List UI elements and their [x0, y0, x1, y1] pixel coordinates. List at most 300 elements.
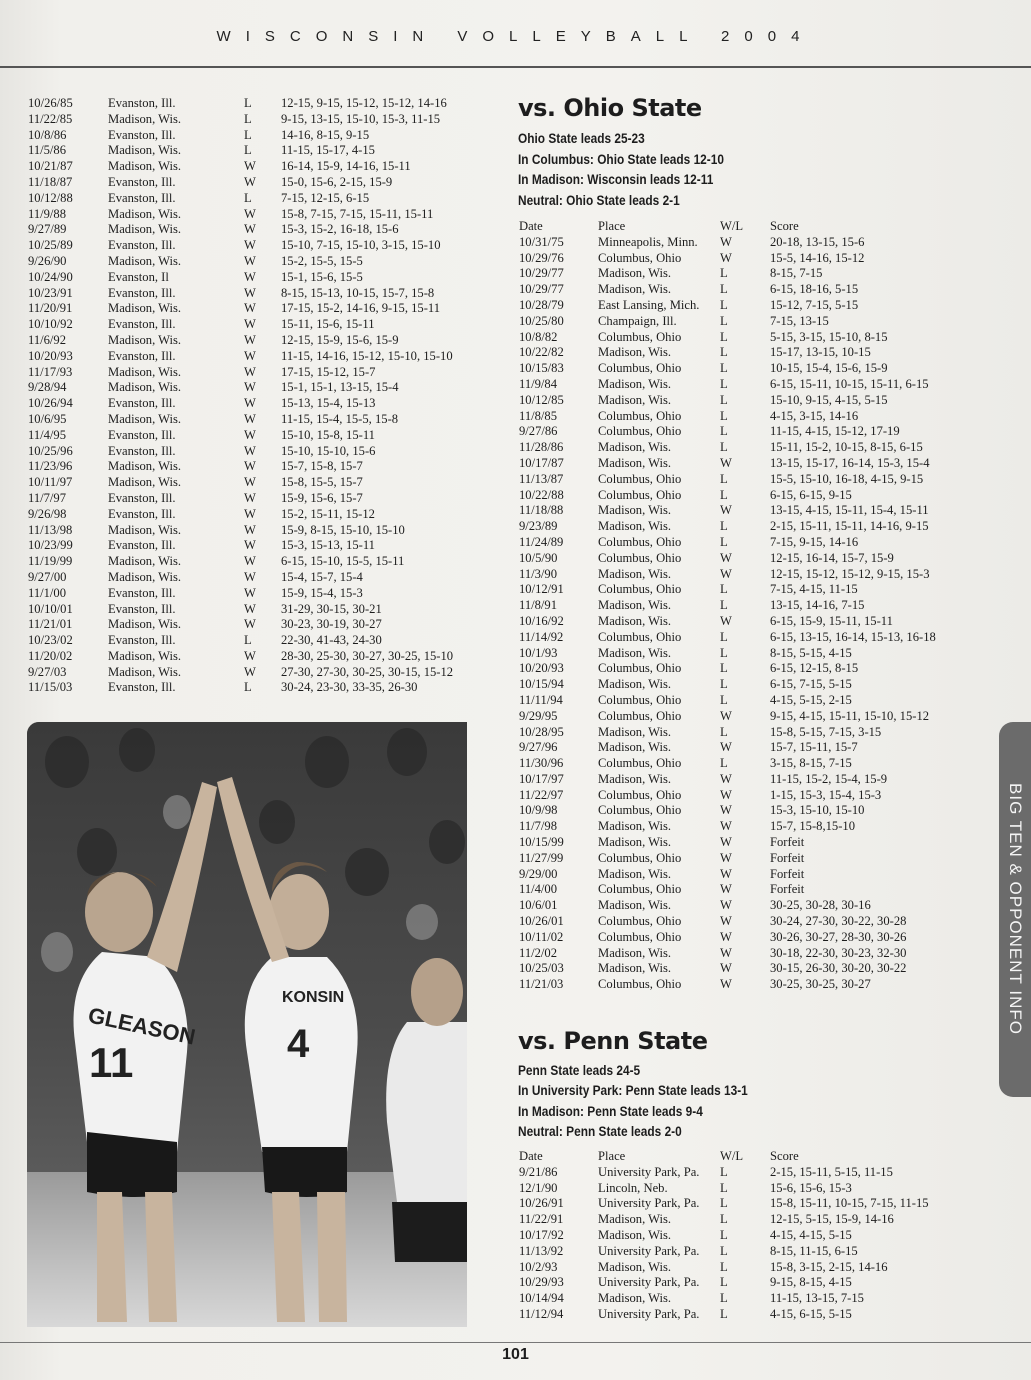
- cell-score: 12-15, 5-15, 15-9, 14-16: [770, 1212, 894, 1227]
- table-row: [28, 96, 483, 112]
- cell-place: Evanston, Ill.: [108, 490, 176, 505]
- cell-place: East Lansing, Mich.: [598, 297, 700, 312]
- cell-score: 6-15, 12-15, 8-15: [770, 661, 859, 676]
- cell-place: Evanston, Ill.: [108, 506, 176, 521]
- table-row: [28, 349, 483, 365]
- table-row: [28, 191, 483, 207]
- cell-wl: L: [244, 111, 252, 126]
- cell-wl: L: [244, 190, 252, 205]
- cell-place: Madison, Wis.: [598, 1259, 672, 1274]
- table-row: [28, 412, 483, 428]
- cell-score: 22-30, 41-43, 24-30: [281, 633, 382, 648]
- cell-date: 10/2/93: [519, 1259, 558, 1274]
- table-row: [28, 428, 483, 444]
- cell-place: Madison, Wis.: [598, 503, 672, 518]
- cell-score: 15-5, 15-10, 16-18, 4-15, 9-15: [770, 471, 924, 486]
- cell-place: Madison, Wis.: [598, 598, 672, 613]
- cell-date: 10/5/90: [519, 550, 558, 565]
- cell-date: 9/26/98: [28, 506, 67, 521]
- cell-score: 15-3, 15-13, 15-11: [281, 538, 375, 553]
- cell-score: 15-8, 3-15, 2-15, 14-16: [770, 1259, 888, 1274]
- cell-place: Madison, Wis.: [598, 440, 672, 455]
- cell-score: 15-9, 8-15, 15-10, 15-10: [281, 522, 405, 537]
- cell-wl: W: [244, 253, 256, 268]
- cell-date: 10/15/83: [519, 361, 564, 376]
- table-row: [28, 333, 483, 349]
- cell-place: Madison, Wis.: [108, 554, 182, 569]
- cell-score: 15-7, 15-11, 15-7: [770, 740, 858, 755]
- cell-wl: W: [720, 503, 732, 518]
- cell-score: 9-15, 8-15, 4-15: [770, 1275, 852, 1290]
- cell-date: 10/8/82: [519, 329, 558, 344]
- col-header-wl: W/L: [720, 219, 744, 233]
- penn-state-results-table: [519, 1149, 975, 1323]
- team-photo: [27, 722, 467, 1327]
- ohio-state-results-table: [519, 219, 975, 993]
- cell-wl: L: [720, 471, 728, 486]
- cell-score: 8-15, 11-15, 6-15: [770, 1243, 858, 1258]
- cell-place: Madison, Wis.: [598, 771, 672, 786]
- table-row: [519, 930, 975, 946]
- cell-wl: W: [244, 269, 256, 284]
- cell-date: 11/15/03: [28, 680, 73, 695]
- col-header-place: Place: [598, 219, 626, 233]
- table-row: [519, 1228, 975, 1244]
- cell-date: 10/23/02: [28, 633, 73, 648]
- cell-score: 15-8, 5-15, 7-15, 3-15: [770, 724, 882, 739]
- penn-lead-university-park: In University Park: Penn State leads 13-1: [518, 1083, 748, 1098]
- cell-date: 10/16/92: [519, 613, 564, 628]
- cell-wl: L: [720, 1196, 728, 1211]
- cell-date: 10/29/77: [519, 266, 564, 281]
- cell-score: 13-15, 4-15, 15-11, 15-4, 15-11: [770, 503, 929, 518]
- penn-table-body: [519, 1165, 975, 1323]
- cell-wl: W: [720, 866, 732, 881]
- cell-place: Madison, Wis.: [598, 1291, 672, 1306]
- cell-date: 10/23/99: [28, 538, 73, 553]
- cell-place: Lincoln, Neb.: [598, 1180, 668, 1195]
- northwestern-results-table: [28, 96, 483, 696]
- cell-date: 11/12/94: [519, 1306, 564, 1321]
- cell-date: 10/25/80: [519, 313, 564, 328]
- cell-date: 10/6/01: [519, 898, 558, 913]
- cell-place: Madison, Wis.: [598, 724, 672, 739]
- cell-score: 15-12, 7-15, 5-15: [770, 297, 859, 312]
- cell-date: 11/2/02: [519, 945, 558, 960]
- cell-score: 17-15, 15-2, 14-16, 9-15, 15-11: [281, 301, 441, 316]
- cell-place: Madison, Wis.: [108, 253, 182, 268]
- table-row: [519, 551, 975, 567]
- cell-score: 6-15, 7-15, 5-15: [770, 677, 852, 692]
- table-row: [519, 977, 975, 993]
- table-row: [519, 567, 975, 583]
- cell-place: Columbus, Ohio: [598, 756, 682, 771]
- cell-place: Evanston, Ill.: [108, 443, 176, 458]
- cell-place: Madison, Wis.: [598, 376, 672, 391]
- celebration-photo-svg: [27, 722, 467, 1327]
- cell-wl: L: [720, 313, 728, 328]
- cell-wl: L: [720, 534, 728, 549]
- cell-place: Madison, Wis.: [108, 143, 182, 158]
- cell-score: 4-15, 3-15, 14-16: [770, 408, 859, 423]
- cell-score: 15-3, 15-2, 16-18, 15-6: [281, 222, 399, 237]
- cell-wl: L: [720, 645, 728, 660]
- cell-date: 10/26/94: [28, 396, 73, 411]
- cell-wl: W: [720, 613, 732, 628]
- jersey-left-number: 11: [89, 1039, 134, 1086]
- table-row: [28, 491, 483, 507]
- cell-wl: L: [720, 376, 728, 391]
- cell-wl: L: [720, 661, 728, 676]
- cell-score: 16-14, 15-9, 14-16, 15-11: [281, 159, 411, 174]
- cell-date: 10/25/03: [519, 961, 564, 976]
- cell-place: Madison, Wis.: [108, 459, 182, 474]
- table-row: [519, 282, 975, 298]
- cell-date: 10/25/89: [28, 238, 73, 253]
- cell-date: 11/13/92: [519, 1243, 564, 1258]
- cell-wl: L: [720, 329, 728, 344]
- cell-score: 6-15, 15-9, 15-11, 15-11: [770, 613, 893, 628]
- cell-wl: W: [244, 664, 256, 679]
- cell-score: 11-15, 15-2, 15-4, 15-9: [770, 771, 888, 786]
- cell-score: 9-15, 13-15, 15-10, 15-3, 11-15: [281, 111, 441, 126]
- cell-place: Evanston, Ill.: [108, 601, 176, 616]
- cell-date: 10/17/87: [519, 455, 564, 470]
- cell-place: Evanston, Ill.: [108, 317, 176, 332]
- cell-score: 9-15, 4-15, 15-11, 15-10, 15-12: [770, 708, 930, 723]
- cell-score: 8-15, 15-13, 10-15, 15-7, 15-8: [281, 285, 435, 300]
- cell-wl: L: [244, 633, 252, 648]
- cell-place: Madison, Wis.: [598, 613, 672, 628]
- cell-place: Columbus, Ohio: [598, 661, 682, 676]
- cell-wl: W: [244, 648, 256, 663]
- ohio-lead-madison: In Madison: Wisconsin leads 12-11: [518, 172, 714, 187]
- cell-date: 10/28/79: [519, 297, 564, 312]
- table-row: [519, 898, 975, 914]
- cell-place: Madison, Wis.: [598, 1227, 672, 1242]
- cell-date: 11/4/95: [28, 427, 67, 442]
- table-row: [28, 665, 483, 681]
- cell-date: 10/8/86: [28, 127, 67, 142]
- cell-date: 11/30/96: [519, 756, 564, 771]
- cell-wl: L: [720, 392, 728, 407]
- cell-place: University Park, Pa.: [598, 1243, 700, 1258]
- cell-date: 11/3/90: [519, 566, 558, 581]
- cell-score: 12-15, 9-15, 15-12, 15-12, 14-16: [281, 96, 447, 110]
- cell-score: 8-15, 5-15, 4-15: [770, 645, 852, 660]
- cell-place: Madison, Wis.: [598, 266, 672, 281]
- ohio-table-body: [519, 235, 975, 993]
- cell-place: Evanston, Ill.: [108, 396, 176, 411]
- cell-wl: W: [720, 455, 732, 470]
- cell-score: 7-15, 4-15, 11-15: [770, 582, 858, 597]
- cell-date: 11/17/93: [28, 364, 73, 379]
- cell-score: 15-10, 9-15, 4-15, 5-15: [770, 392, 888, 407]
- cell-score: 15-10, 15-10, 15-6: [281, 443, 376, 458]
- cell-date: 10/26/91: [519, 1196, 564, 1211]
- cell-wl: L: [720, 582, 728, 597]
- table-header-row: [519, 1149, 975, 1165]
- table-row: [519, 1244, 975, 1260]
- cell-date: 10/11/02: [519, 929, 564, 944]
- cell-wl: W: [244, 617, 256, 632]
- cell-date: 11/7/98: [519, 819, 558, 834]
- table-row: [28, 538, 483, 554]
- cell-date: 11/18/88: [519, 503, 564, 518]
- cell-wl: W: [244, 380, 256, 395]
- table-row: [28, 317, 483, 333]
- cell-date: 11/20/91: [28, 301, 73, 316]
- table-row: [28, 270, 483, 286]
- table-row: [28, 554, 483, 570]
- table-row: [519, 1291, 975, 1307]
- cell-date: 11/27/99: [519, 850, 564, 865]
- cell-place: Columbus, Ohio: [598, 329, 682, 344]
- cell-wl: W: [244, 222, 256, 237]
- cell-score: 11-15, 15-17, 4-15: [281, 143, 375, 158]
- table-row: [28, 286, 483, 302]
- cell-score: 15-3, 15-10, 15-10: [770, 803, 865, 818]
- cell-wl: W: [244, 285, 256, 300]
- cell-place: Columbus, Ohio: [598, 487, 682, 502]
- table-row: [519, 361, 975, 377]
- cell-date: 11/22/85: [28, 111, 73, 126]
- table-row: [519, 882, 975, 898]
- cell-score: 13-15, 15-17, 16-14, 15-3, 15-4: [770, 455, 930, 470]
- cell-place: University Park, Pa.: [598, 1196, 700, 1211]
- cell-score: 15-8, 15-11, 10-15, 7-15, 11-15: [770, 1196, 929, 1211]
- cell-date: 10/29/76: [519, 250, 564, 265]
- cell-date: 10/12/91: [519, 582, 564, 597]
- cell-score: 4-15, 6-15, 5-15: [770, 1306, 852, 1321]
- table-row: [519, 314, 975, 330]
- cell-wl: W: [720, 740, 732, 755]
- cell-place: Columbus, Ohio: [598, 361, 682, 376]
- cell-wl: W: [720, 771, 732, 786]
- table-row: [519, 693, 975, 709]
- cell-wl: L: [720, 756, 728, 771]
- table-row: [519, 235, 975, 251]
- cell-score: 12-15, 15-9, 15-6, 15-9: [281, 332, 399, 347]
- cell-score: Forfeit: [770, 835, 805, 850]
- cell-date: 11/19/99: [28, 554, 73, 569]
- table-row: [519, 1260, 975, 1276]
- cell-wl: W: [720, 929, 732, 944]
- col-header-score: Score: [770, 219, 799, 233]
- cell-place: Madison, Wis.: [108, 411, 182, 426]
- cell-score: 4-15, 4-15, 5-15: [770, 1227, 852, 1242]
- footer-rule: [0, 1342, 1031, 1343]
- table-row: [28, 143, 483, 159]
- cell-date: 10/17/92: [519, 1227, 564, 1242]
- table-row: [28, 649, 483, 665]
- cell-wl: L: [720, 487, 728, 502]
- header-rule: [0, 66, 1031, 68]
- cell-date: 10/22/88: [519, 487, 564, 502]
- cell-place: Champaign, Ill.: [598, 313, 677, 328]
- cell-score: 15-9, 15-4, 15-3: [281, 585, 363, 600]
- table-row: [519, 835, 975, 851]
- cell-place: Evanston, Ill.: [108, 348, 176, 363]
- cell-wl: W: [244, 301, 256, 316]
- table-row: [28, 207, 483, 223]
- cell-date: 10/12/85: [519, 392, 564, 407]
- table-row: [28, 128, 483, 144]
- cell-date: 9/27/86: [519, 424, 558, 439]
- cell-score: 15-13, 15-4, 15-13: [281, 396, 376, 411]
- cell-date: 10/20/93: [28, 348, 73, 363]
- cell-place: Columbus, Ohio: [598, 550, 682, 565]
- cell-wl: W: [244, 601, 256, 616]
- cell-date: 10/17/97: [519, 771, 564, 786]
- cell-place: Madison, Wis.: [598, 740, 672, 755]
- cell-score: 15-1, 15-1, 13-15, 15-4: [281, 380, 399, 395]
- table-row: [519, 914, 975, 930]
- table-row: [519, 661, 975, 677]
- cell-place: Columbus, Ohio: [598, 582, 682, 597]
- cell-date: 10/26/01: [519, 914, 564, 929]
- cell-date: 11/11/94: [519, 692, 563, 707]
- table-row: [519, 456, 975, 472]
- cell-score: 6-15, 13-15, 16-14, 15-13, 16-18: [770, 629, 936, 644]
- table-row: [519, 598, 975, 614]
- cell-score: 30-24, 23-30, 33-35, 26-30: [281, 680, 418, 695]
- table-row: [519, 345, 975, 361]
- table-row: [28, 475, 483, 491]
- cell-wl: W: [244, 364, 256, 379]
- cell-date: 11/6/92: [28, 332, 67, 347]
- cell-score: 15-7, 15-8,15-10: [770, 819, 855, 834]
- cell-date: 11/28/86: [519, 440, 564, 455]
- cell-date: 11/13/87: [519, 471, 564, 486]
- cell-wl: L: [720, 1164, 728, 1179]
- cell-wl: W: [244, 206, 256, 221]
- cell-score: 30-26, 30-27, 28-30, 30-26: [770, 929, 907, 944]
- cell-date: 11/20/02: [28, 648, 73, 663]
- table-row: [28, 112, 483, 128]
- section-side-tab: [999, 722, 1031, 1097]
- table-row: [519, 519, 975, 535]
- cell-score: 15-7, 15-8, 15-7: [281, 459, 363, 474]
- cell-score: 30-25, 30-28, 30-16: [770, 898, 871, 913]
- cell-place: Madison, Wis.: [598, 677, 672, 692]
- cell-place: Columbus, Ohio: [598, 692, 682, 707]
- cell-score: Forfeit: [770, 882, 805, 897]
- table-row: [519, 393, 975, 409]
- cell-place: University Park, Pa.: [598, 1275, 700, 1290]
- cell-wl: L: [720, 1212, 728, 1227]
- ohio-lead-columbus: In Columbus: Ohio State leads 12-10: [518, 152, 724, 167]
- table-row: [519, 1307, 975, 1323]
- cell-score: 15-9, 15-6, 15-7: [281, 490, 363, 505]
- cell-date: 11/14/92: [519, 629, 564, 644]
- cell-place: Madison, Wis.: [598, 645, 672, 660]
- table-row: [519, 740, 975, 756]
- table-row: [519, 582, 975, 598]
- cell-wl: W: [720, 803, 732, 818]
- table-row: [28, 396, 483, 412]
- cell-wl: L: [720, 361, 728, 376]
- cell-date: 10/29/77: [519, 282, 564, 297]
- table-row: [519, 630, 975, 646]
- cell-date: 10/14/94: [519, 1291, 564, 1306]
- cell-score: 3-15, 8-15, 7-15: [770, 756, 852, 771]
- cell-place: Columbus, Ohio: [598, 787, 682, 802]
- cell-place: Columbus, Ohio: [598, 424, 682, 439]
- cell-wl: L: [720, 1259, 728, 1274]
- table-row: [519, 298, 975, 314]
- table-row: [519, 503, 975, 519]
- cell-score: 15-2, 15-5, 15-5: [281, 253, 363, 268]
- col-header-place: Place: [598, 1149, 626, 1163]
- cell-date: 9/27/03: [28, 664, 67, 679]
- cell-date: 9/29/00: [519, 866, 558, 881]
- cell-wl: L: [720, 1291, 728, 1306]
- cell-wl: W: [244, 332, 256, 347]
- table-row: [519, 725, 975, 741]
- cell-wl: L: [720, 1243, 728, 1258]
- cell-wl: W: [244, 475, 256, 490]
- cell-wl: L: [720, 1306, 728, 1321]
- cell-place: Madison, Wis.: [108, 648, 182, 663]
- cell-date: 11/1/00: [28, 585, 67, 600]
- cell-wl: L: [244, 680, 252, 695]
- cell-date: 10/31/75: [519, 234, 564, 249]
- cell-score: 15-1, 15-6, 15-5: [281, 269, 363, 284]
- cell-place: Madison, Wis.: [108, 664, 182, 679]
- cell-wl: W: [720, 250, 732, 265]
- cell-score: 11-15, 13-15, 7-15: [770, 1291, 864, 1306]
- cell-date: 9/27/89: [28, 222, 67, 237]
- side-tab-label: BIG TEN & OPPONENT INFO: [1006, 783, 1025, 1035]
- cell-score: 20-18, 13-15, 15-6: [770, 234, 865, 249]
- cell-date: 12/1/90: [519, 1180, 558, 1195]
- cell-date: 10/15/99: [519, 835, 564, 850]
- cell-place: Evanston, Ill.: [108, 285, 176, 300]
- cell-score: 11-15, 15-4, 15-5, 15-8: [281, 411, 399, 426]
- cell-score: 30-25, 30-25, 30-27: [770, 977, 871, 992]
- penn-state-title: vs. Penn State: [518, 1027, 708, 1055]
- cell-place: Evanston, Ill.: [108, 680, 176, 695]
- cell-score: 28-30, 25-30, 30-27, 30-25, 15-10: [281, 648, 454, 663]
- cell-score: 5-15, 3-15, 15-10, 8-15: [770, 329, 888, 344]
- penn-lead-madison: In Madison: Penn State leads 9-4: [518, 1104, 703, 1119]
- table-row: [28, 680, 483, 696]
- cell-score: 15-4, 15-7, 15-4: [281, 569, 363, 584]
- col-header-wl: W/L: [720, 1149, 744, 1163]
- cell-place: Columbus, Ohio: [598, 929, 682, 944]
- cell-place: Madison, Wis.: [598, 898, 672, 913]
- cell-place: Madison, Wis.: [108, 206, 182, 221]
- table-row: [519, 1196, 975, 1212]
- cell-wl: W: [244, 585, 256, 600]
- cell-date: 10/29/93: [519, 1275, 564, 1290]
- cell-wl: W: [244, 522, 256, 537]
- cell-date: 10/25/96: [28, 443, 73, 458]
- cell-score: 31-29, 30-15, 30-21: [281, 601, 382, 616]
- cell-wl: W: [720, 550, 732, 565]
- table-row: [28, 570, 483, 586]
- cell-score: 6-15, 15-11, 10-15, 15-11, 6-15: [770, 376, 929, 391]
- cell-wl: W: [720, 977, 732, 992]
- table-row: [28, 365, 483, 381]
- cell-score: 6-15, 6-15, 9-15: [770, 487, 852, 502]
- cell-place: Columbus, Ohio: [598, 534, 682, 549]
- jersey-left-name: GLEASON: [85, 1002, 198, 1050]
- table-row: [519, 1212, 975, 1228]
- cell-wl: L: [720, 692, 728, 707]
- table-row: [519, 819, 975, 835]
